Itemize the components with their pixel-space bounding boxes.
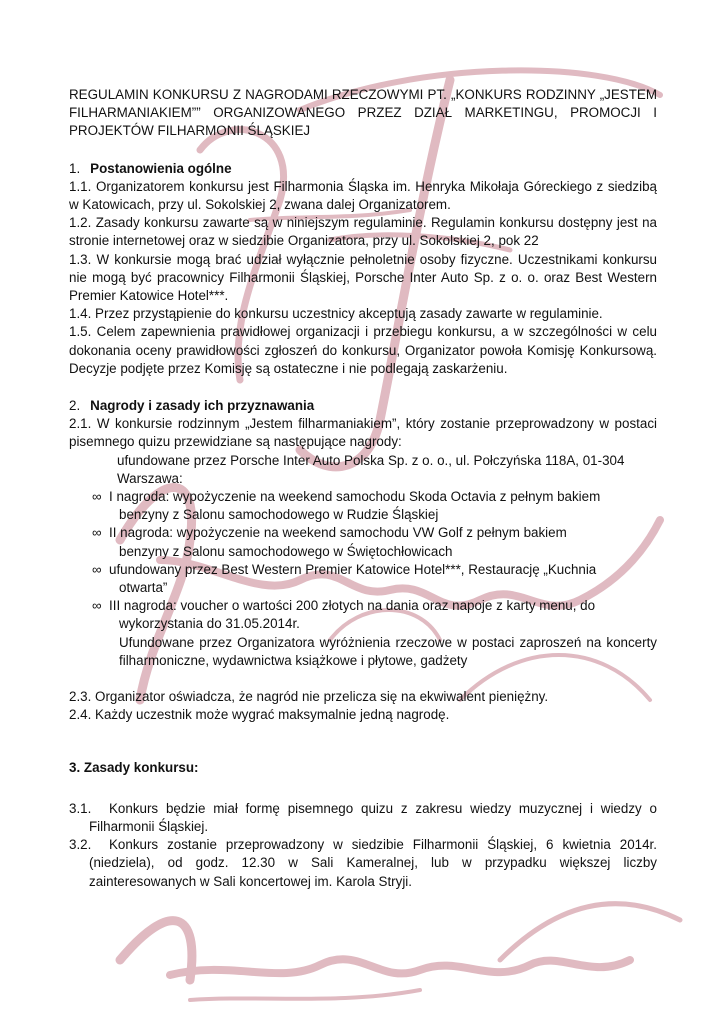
sponsor-note: ufundowane przez Porsche Inter Auto Polska Sp. z o. o., ul. Połczyńska 118A, 01-304 Warszawa:: [117, 452, 625, 486]
list-item: [69, 488, 657, 524]
list-item-continuation: benzyny z Salonu samochodowego w Rudzie Śląskiej: [119, 507, 439, 523]
section-heading-3: 3. Zasady konkursu:: [69, 759, 199, 775]
paragraph-2-3: 2.3. Organizator oświadcza, że nagród nie przelicza się na ekwiwalent pieniężny.: [69, 689, 549, 705]
paragraph-1-1: 1.1. Organizatorem konkursu jest Filharmonia Śląska im. Henryka Mikołaja Góreckiego z siedzibą w Katowicach, przy ul. Sokolskiej 2, zwana dalej Organizatorem.: [69, 178, 657, 213]
list-item: [69, 561, 657, 597]
paragraph-1-2: 1.2. Zasady konkursu zawarte są w niniejszym regulaminie. Regulamin konkursu dostępny jest na stronie internetowej oraz w siedzibie Organizatora, przy ul. Sokolskiej 2, pok 22: [69, 215, 657, 249]
paragraph-3-2: [69, 836, 657, 891]
document-page: [69, 86, 657, 891]
list-item: [69, 524, 657, 560]
paragraph-2-4: 2.4. Każdy uczestnik może wygrać maksymalnie jedną nagrodę.: [69, 707, 450, 723]
paragraph-1-5: 1.5. Celem zapewnienia prawidłowej organizacji i przebiegu konkursu, a w szczególności w celu dokonania oceny prawidłowości zgłoszeń do konkursu, Organizator powoła Komisję Konkursową. Decyzje podjęte przez Komisję są ostateczne i nie podlegają zaskarżeniu.: [69, 324, 657, 376]
list-item-text: I nagroda: wypożyczenie na weekend samochodu Skoda Octavia z pełnym bakiem: [109, 489, 601, 505]
section-heading-1: [69, 160, 657, 178]
list-item: [69, 597, 657, 670]
section-heading-2: [69, 397, 657, 415]
paragraph-3-1: [69, 800, 657, 836]
section-number: 1.: [69, 160, 81, 176]
paragraph-1-4: 1.4. Przez przystąpienie do konkursu uczestnicy akceptują zasady zawarte w regulaminie.: [69, 306, 603, 322]
infinity-bullet-icon: ∞: [92, 598, 102, 614]
infinity-bullet-icon: ∞: [92, 561, 102, 577]
list-item-continuation: wykorzystania do 31.05.2014r.: [119, 616, 300, 632]
list-item-text: III nagroda: voucher o wartości 200 złotych na dania oraz napoje z karty menu, do: [109, 598, 596, 614]
paragraph-2-1: 2.1. W konkursie rodzinnym „Jestem filharmaniakiem”, który zostanie przeprowadzony w postaci pisemnego quizu przewidziane są następujące nagrody:: [69, 416, 657, 450]
item-number: 3.2.: [69, 837, 92, 853]
section-number: 2.: [69, 398, 81, 414]
infinity-bullet-icon: ∞: [92, 525, 102, 541]
item-number: 3.1.: [69, 800, 92, 816]
paragraph-1-3: 1.3. W konkursie mogą brać udział wyłącznie pełnoletnie osoby fizyczne. Uczestnikami konkursu nie mogą być pracownicy Filharmonii Śląskiej, Porsche Inter Auto Sp. z o. o. oraz Best Western Premier Katowice Hotel***.: [69, 251, 657, 304]
section-title: Postanowienia ogólne: [90, 160, 232, 176]
section-title: Nagrody i zasady ich przyznawania: [90, 398, 315, 414]
list-item-text: II nagroda: wypożyczenie na weekend samochodu VW Golf z pełnym bakiem: [109, 525, 567, 541]
item-text: Konkurs będzie miał formę pisemnego quizu z zakresu wiedzy muzycznej i wiedzy o Filharmonii Śląskiej.: [89, 800, 657, 834]
document-title: REGULAMIN KONKURSU Z NAGRODAMI RZECZOWYMI PT. „KONKURS RODZINNY „JESTEM FILHARMANIAKIEM”” ORGANIZOWANEGO PRZEZ DZIAŁ MARKETINGU, PROMOCJI I PROJEKTÓW FILHARMONII ŚLĄSKIEJ: [69, 87, 657, 139]
list-item-text: ufundowany przez Best Western Premier Katowice Hotel***, Restaurację „Kuchnia: [109, 561, 597, 577]
infinity-bullet-icon: ∞: [92, 489, 102, 505]
item-text: Konkurs zostanie przeprowadzony w siedzibie Filharmonii Śląskiej, 6 kwietnia 2014r. (niedziela), od godz. 12.30 w Sali Kameralnej, lub w przypadku większej liczby zainteresowanych w Sali koncertowej im. Karola Stryji.: [89, 837, 657, 889]
list-item-continuation: Ufundowane przez Organizatora wyróżnienia rzeczowe w postaci zaproszeń na koncerty filharmoniczne, wydawnictwa książkowe i płytowe, gadżety: [119, 634, 657, 668]
list-item-continuation: otwarta”: [119, 580, 168, 596]
list-item-continuation: benzyny z Salonu samochodowego w Świętochłowicach: [119, 543, 453, 559]
